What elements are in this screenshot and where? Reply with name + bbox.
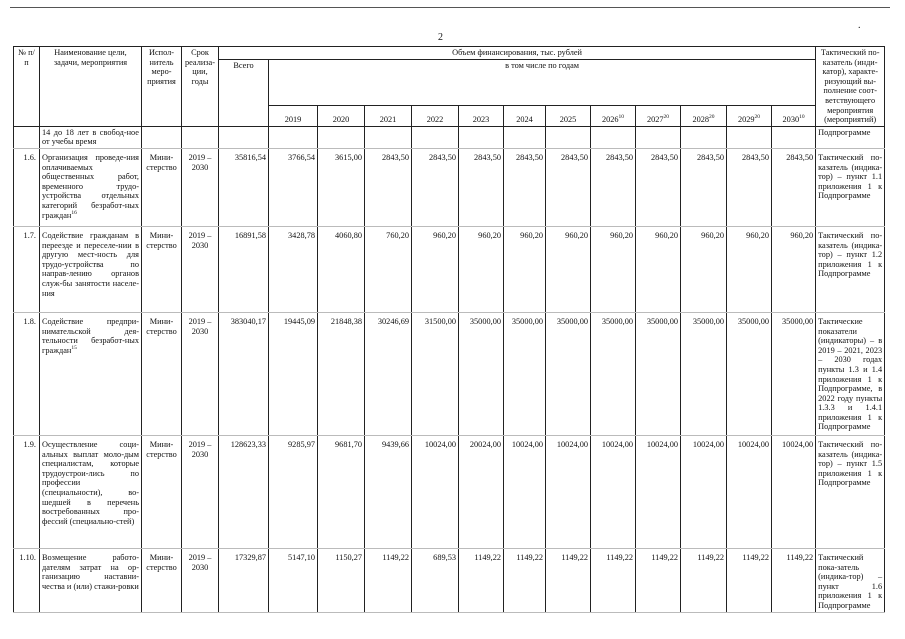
- row-year-2029: 35000,00: [727, 312, 772, 435]
- row-year-2021: 760,20: [365, 226, 412, 312]
- row-total: 16891,58: [219, 226, 269, 312]
- row-year-2029: 960,20: [727, 226, 772, 312]
- col-total-header: Всего: [219, 59, 269, 126]
- row-year-2022: 31500,00: [412, 312, 459, 435]
- year-header-2022: 2022: [412, 106, 459, 127]
- row-year-2025: 1149,22: [546, 548, 591, 612]
- row-year-2028: 960,20: [681, 226, 727, 312]
- row-year-2020: 1150,27: [318, 548, 365, 612]
- row-year-2019: 3766,54: [269, 148, 318, 226]
- row-number: 1.8.: [14, 312, 40, 435]
- col-indicator-header: Тактический по-казатель (инди-катор), характе-ризующий вы-полнение соот-ветствующего мероприятия (мероприятий): [816, 47, 885, 127]
- row-executor: Мини-стерство: [142, 148, 182, 226]
- row-year-2027: 10024,00: [636, 435, 681, 548]
- row-year-2019: 19445,09: [269, 312, 318, 435]
- row-year-2024: 2843,50: [504, 148, 546, 226]
- row-year-2028: 35000,00: [681, 312, 727, 435]
- row-year-2026: 35000,00: [591, 312, 636, 435]
- row-year-2025: 960,20: [546, 226, 591, 312]
- cont-name: 14 до 18 лет в свобод-ное от учебы время: [40, 126, 142, 148]
- row-year-2022: 689,53: [412, 548, 459, 612]
- row-year-2028: 2843,50: [681, 148, 727, 226]
- row-executor: Мини-стерство: [142, 226, 182, 312]
- row-year-2025: 35000,00: [546, 312, 591, 435]
- col-name-header: Наименование цели, задачи, мероприятия: [40, 47, 142, 127]
- row-indicator: Тактические показатели (индикаторы) – в 2019 – 2021, 2023 – 2030 годах пункты 1.3 и 1.4 приложения 1 к Подпрограмме, в 2022 году пункты 1.3.3 и 1.4.1 приложения 1 к Подпрограмме: [816, 312, 885, 435]
- year-header-2019: 2019: [269, 106, 318, 127]
- row-name: Возмещение работо-дателям затрат на ор-ганизацию наставни-чества и (или) стажи-ровки: [40, 548, 142, 612]
- row-year-2020: 3615,00: [318, 148, 365, 226]
- table-row: [14, 548, 885, 612]
- table-row: [14, 435, 885, 548]
- row-year-2027: 1149,22: [636, 548, 681, 612]
- year-header-2029: 2029$^{20}$: [727, 106, 772, 127]
- year-header-2030: 2030$^{10}$: [772, 106, 816, 127]
- row-number: 1.7.: [14, 226, 40, 312]
- row-year-2019: 3428,78: [269, 226, 318, 312]
- year-header-2025: 2025: [546, 106, 591, 127]
- row-indicator: Тактический по-казатель (индика-тор) – пункт 1.5 приложения 1 к Подпрограмме: [816, 435, 885, 548]
- row-year-2023: 35000,00: [459, 312, 504, 435]
- row-year-2029: 1149,22: [727, 548, 772, 612]
- row-period: 2019 – 2030: [182, 548, 219, 612]
- row-year-2028: 10024,00: [681, 435, 727, 548]
- year-header-2023: 2023: [459, 106, 504, 127]
- row-year-2021: 1149,22: [365, 548, 412, 612]
- row-year-2019: 5147,10: [269, 548, 318, 612]
- row-total: 35816,54: [219, 148, 269, 226]
- col-by-years-header: в том числе по годам: [269, 59, 816, 106]
- row-year-2020: 9681,70: [318, 435, 365, 548]
- row-year-2026: 960,20: [591, 226, 636, 312]
- row-year-2024: 1149,22: [504, 548, 546, 612]
- table-row: [14, 312, 885, 435]
- row-year-2029: 10024,00: [727, 435, 772, 548]
- row-year-2026: 2843,50: [591, 148, 636, 226]
- row-indicator: Тактический пока-затель (индика-тор) – пункт 1.6 приложения 1 к Подпрограмме: [816, 548, 885, 612]
- row-year-2030: 10024,00: [772, 435, 816, 548]
- corner-mark: .: [858, 20, 861, 31]
- row-name: Организация проведе-ния оплачиваемых общественных работ, временного трудо-устройства отдельных категорий безработ-ных граждан$^{16}$: [40, 148, 142, 226]
- row-indicator: Тактический по-казатель (индика-тор) – пункт 1.1 приложения 1 к Подпрограмме: [816, 148, 885, 226]
- row-year-2024: 35000,00: [504, 312, 546, 435]
- row-year-2022: 960,20: [412, 226, 459, 312]
- year-header-2020: 2020: [318, 106, 365, 127]
- row-year-2020: 21848,38: [318, 312, 365, 435]
- row-number: 1.6.: [14, 148, 40, 226]
- year-header-2026: 2026$^{10}$: [591, 106, 636, 127]
- row-executor: Мини-стерство: [142, 312, 182, 435]
- year-header-2021: 2021: [365, 106, 412, 127]
- row-total: 128623,33: [219, 435, 269, 548]
- row-year-2025: 2843,50: [546, 148, 591, 226]
- row-executor: Мини-стерство: [142, 435, 182, 548]
- row-year-2030: 960,20: [772, 226, 816, 312]
- table-row: [14, 226, 885, 312]
- row-year-2027: 960,20: [636, 226, 681, 312]
- row-year-2025: 10024,00: [546, 435, 591, 548]
- row-year-2028: 1149,22: [681, 548, 727, 612]
- row-year-2029: 2843,50: [727, 148, 772, 226]
- row-year-2023: 1149,22: [459, 548, 504, 612]
- row-total: 17329,87: [219, 548, 269, 612]
- col-executor-header: Испол-нитель меро-приятия: [142, 47, 182, 127]
- row-period: 2019 – 2030: [182, 312, 219, 435]
- row-name: Содействие гражданам в переезде и переселе-нии в другую мест-ность для трудо-устройства по направ-лению органов служ-бы занятости населе-ния: [40, 226, 142, 312]
- row-year-2026: 10024,00: [591, 435, 636, 548]
- row-year-2022: 2843,50: [412, 148, 459, 226]
- row-name: Содействие предпри-нимательской дея-тельности безработ-ных граждан$^{15}$: [40, 312, 142, 435]
- row-name: Осуществление соци-альных выплат моло-дым специалистам, которые трудоустрои-лись по профессии (специальности), во-шедшей в перечень востребованных про-фессий (специально-стей): [40, 435, 142, 548]
- cont-indicator: Подпрограмме: [816, 126, 885, 148]
- row-period: 2019 – 2030: [182, 226, 219, 312]
- row-number: 1.9.: [14, 435, 40, 548]
- row-number: 1.10.: [14, 548, 40, 612]
- row-year-2023: 20024,00: [459, 435, 504, 548]
- row-year-2021: 30246,69: [365, 312, 412, 435]
- financing-table: [13, 46, 885, 613]
- row-year-2026: 1149,22: [591, 548, 636, 612]
- row-year-2021: 2843,50: [365, 148, 412, 226]
- row-year-2021: 9439,66: [365, 435, 412, 548]
- row-year-2023: 2843,50: [459, 148, 504, 226]
- row-year-2022: 10024,00: [412, 435, 459, 548]
- row-total: 383040,17: [219, 312, 269, 435]
- continuation-row: [14, 126, 885, 148]
- table-body: [14, 126, 885, 612]
- year-header-2024: 2024: [504, 106, 546, 127]
- row-year-2030: 35000,00: [772, 312, 816, 435]
- col-num-header: № п/п: [14, 47, 40, 127]
- row-year-2024: 960,20: [504, 226, 546, 312]
- row-year-2023: 960,20: [459, 226, 504, 312]
- row-year-2027: 35000,00: [636, 312, 681, 435]
- row-year-2030: 1149,22: [772, 548, 816, 612]
- table-row: [14, 148, 885, 226]
- row-period: 2019 – 2030: [182, 435, 219, 548]
- page-number: 2: [438, 32, 443, 43]
- table-header: [14, 47, 885, 127]
- row-period: 2019 – 2030: [182, 148, 219, 226]
- col-funding-header: Объем финансирования, тыс. рублей: [219, 47, 816, 60]
- row-year-2027: 2843,50: [636, 148, 681, 226]
- col-period-header: Срок реализа-ции, годы: [182, 47, 219, 127]
- year-header-2027: 2027$^{20}$: [636, 106, 681, 127]
- top-rule: [10, 7, 890, 8]
- year-header-2028: 2028$^{20}$: [681, 106, 727, 127]
- row-executor: Мини-стерство: [142, 548, 182, 612]
- row-year-2020: 4060,80: [318, 226, 365, 312]
- row-indicator: Тактический по-казатель (индика-тор) – пункт 1.2 приложения 1 к Подпрограмме: [816, 226, 885, 312]
- row-year-2030: 2843,50: [772, 148, 816, 226]
- row-year-2024: 10024,00: [504, 435, 546, 548]
- row-year-2019: 9285,97: [269, 435, 318, 548]
